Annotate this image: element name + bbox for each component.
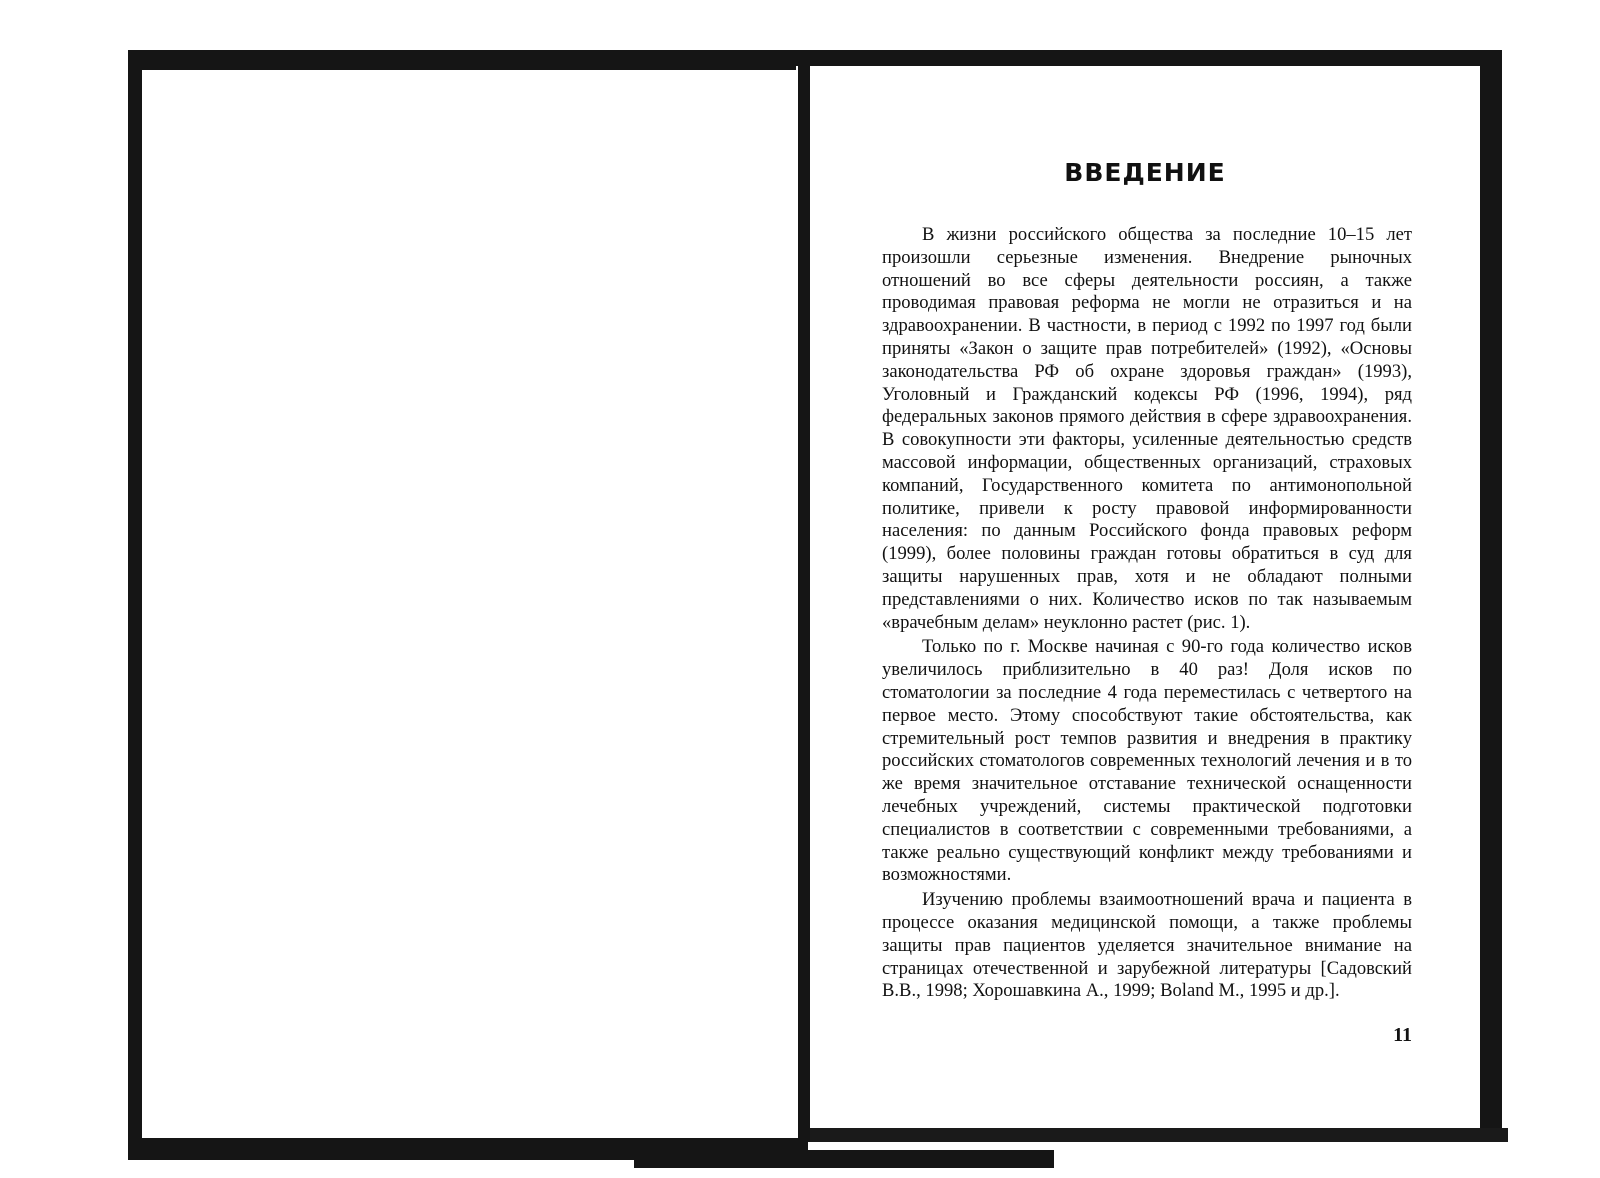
paragraph: В жизни российского общества за последние 10–15 лет произошли серьезные изменения. Внедрение рыночных отношений во все сферы деятельности россиян, а также проводимая правовая реформа не могли не отразиться и на здравоохранении. В частности, в период с 1992 по 1997 год были приняты «Закон о защите прав потребителей» (1992), «Основы законодательства РФ об охране здоровья граждан» (1993), Уголовный и Гражданский кодексы РФ (1996, 1994), ряд федеральных законов прямого действия в сфере здравоохранения. В совокупности эти факторы, усиленные деятельностью средств массовой информации, общественных организаций, страховых компаний, Государственного комитета по антимонопольной политике, привели к росту правовой информированности населения: по данным Российского фонда правовых реформ (1999), более половины граждан готовы обратиться в суд для защиты нарушенных прав, хотя и не обладают полными представлениями о них. Количество исков по так называемым «врачебным делам» неуклонно растет (рис. 1).	[882, 224, 1412, 633]
book-edge-bottom-right	[808, 1128, 1508, 1142]
paragraph: Только по г. Москве начиная с 90-го года количество исков увеличилось приблизительно в 40 раз! Доля исков по стоматологии за последние 4 года переместилась с четвертого на первое место. Этому способствуют такие обстоятельства, как стремительный рост темпов развития и внедрения в практику российских стоматологов современных технологий лечения и в то же время значительное отставание технической оснащенности лечебных учреждений, системы практической подготовки специалистов в соответствии с современными требованиями, а также реально существующий конфликт между требованиями и возможностями.	[882, 636, 1412, 886]
book-edge-bottom-tab	[634, 1150, 1054, 1168]
page-number: 11	[1393, 1024, 1412, 1046]
book-edge-right	[1480, 50, 1502, 1142]
right-page	[810, 66, 1480, 1128]
chapter-title: ВВЕДЕНИЕ	[1064, 158, 1226, 187]
paragraph: Изучению проблемы взаимоотношений врача и пациента в процессе оказания медицинской помощи, а также проблемы защиты прав пациентов уделяется значительное внимание на страницах отечественной и зарубежной литературы [Садовский В.В., 1998; Хорошавкина А., 1999; Boland M., 1995 и др.].	[882, 889, 1412, 1002]
book-edge-top-left	[128, 50, 796, 70]
book-edge-top-right	[796, 50, 1502, 66]
body-text	[882, 224, 1412, 1005]
book-spine	[798, 50, 810, 1142]
left-page-blank	[142, 70, 798, 1138]
book-edge-left	[128, 50, 142, 1160]
